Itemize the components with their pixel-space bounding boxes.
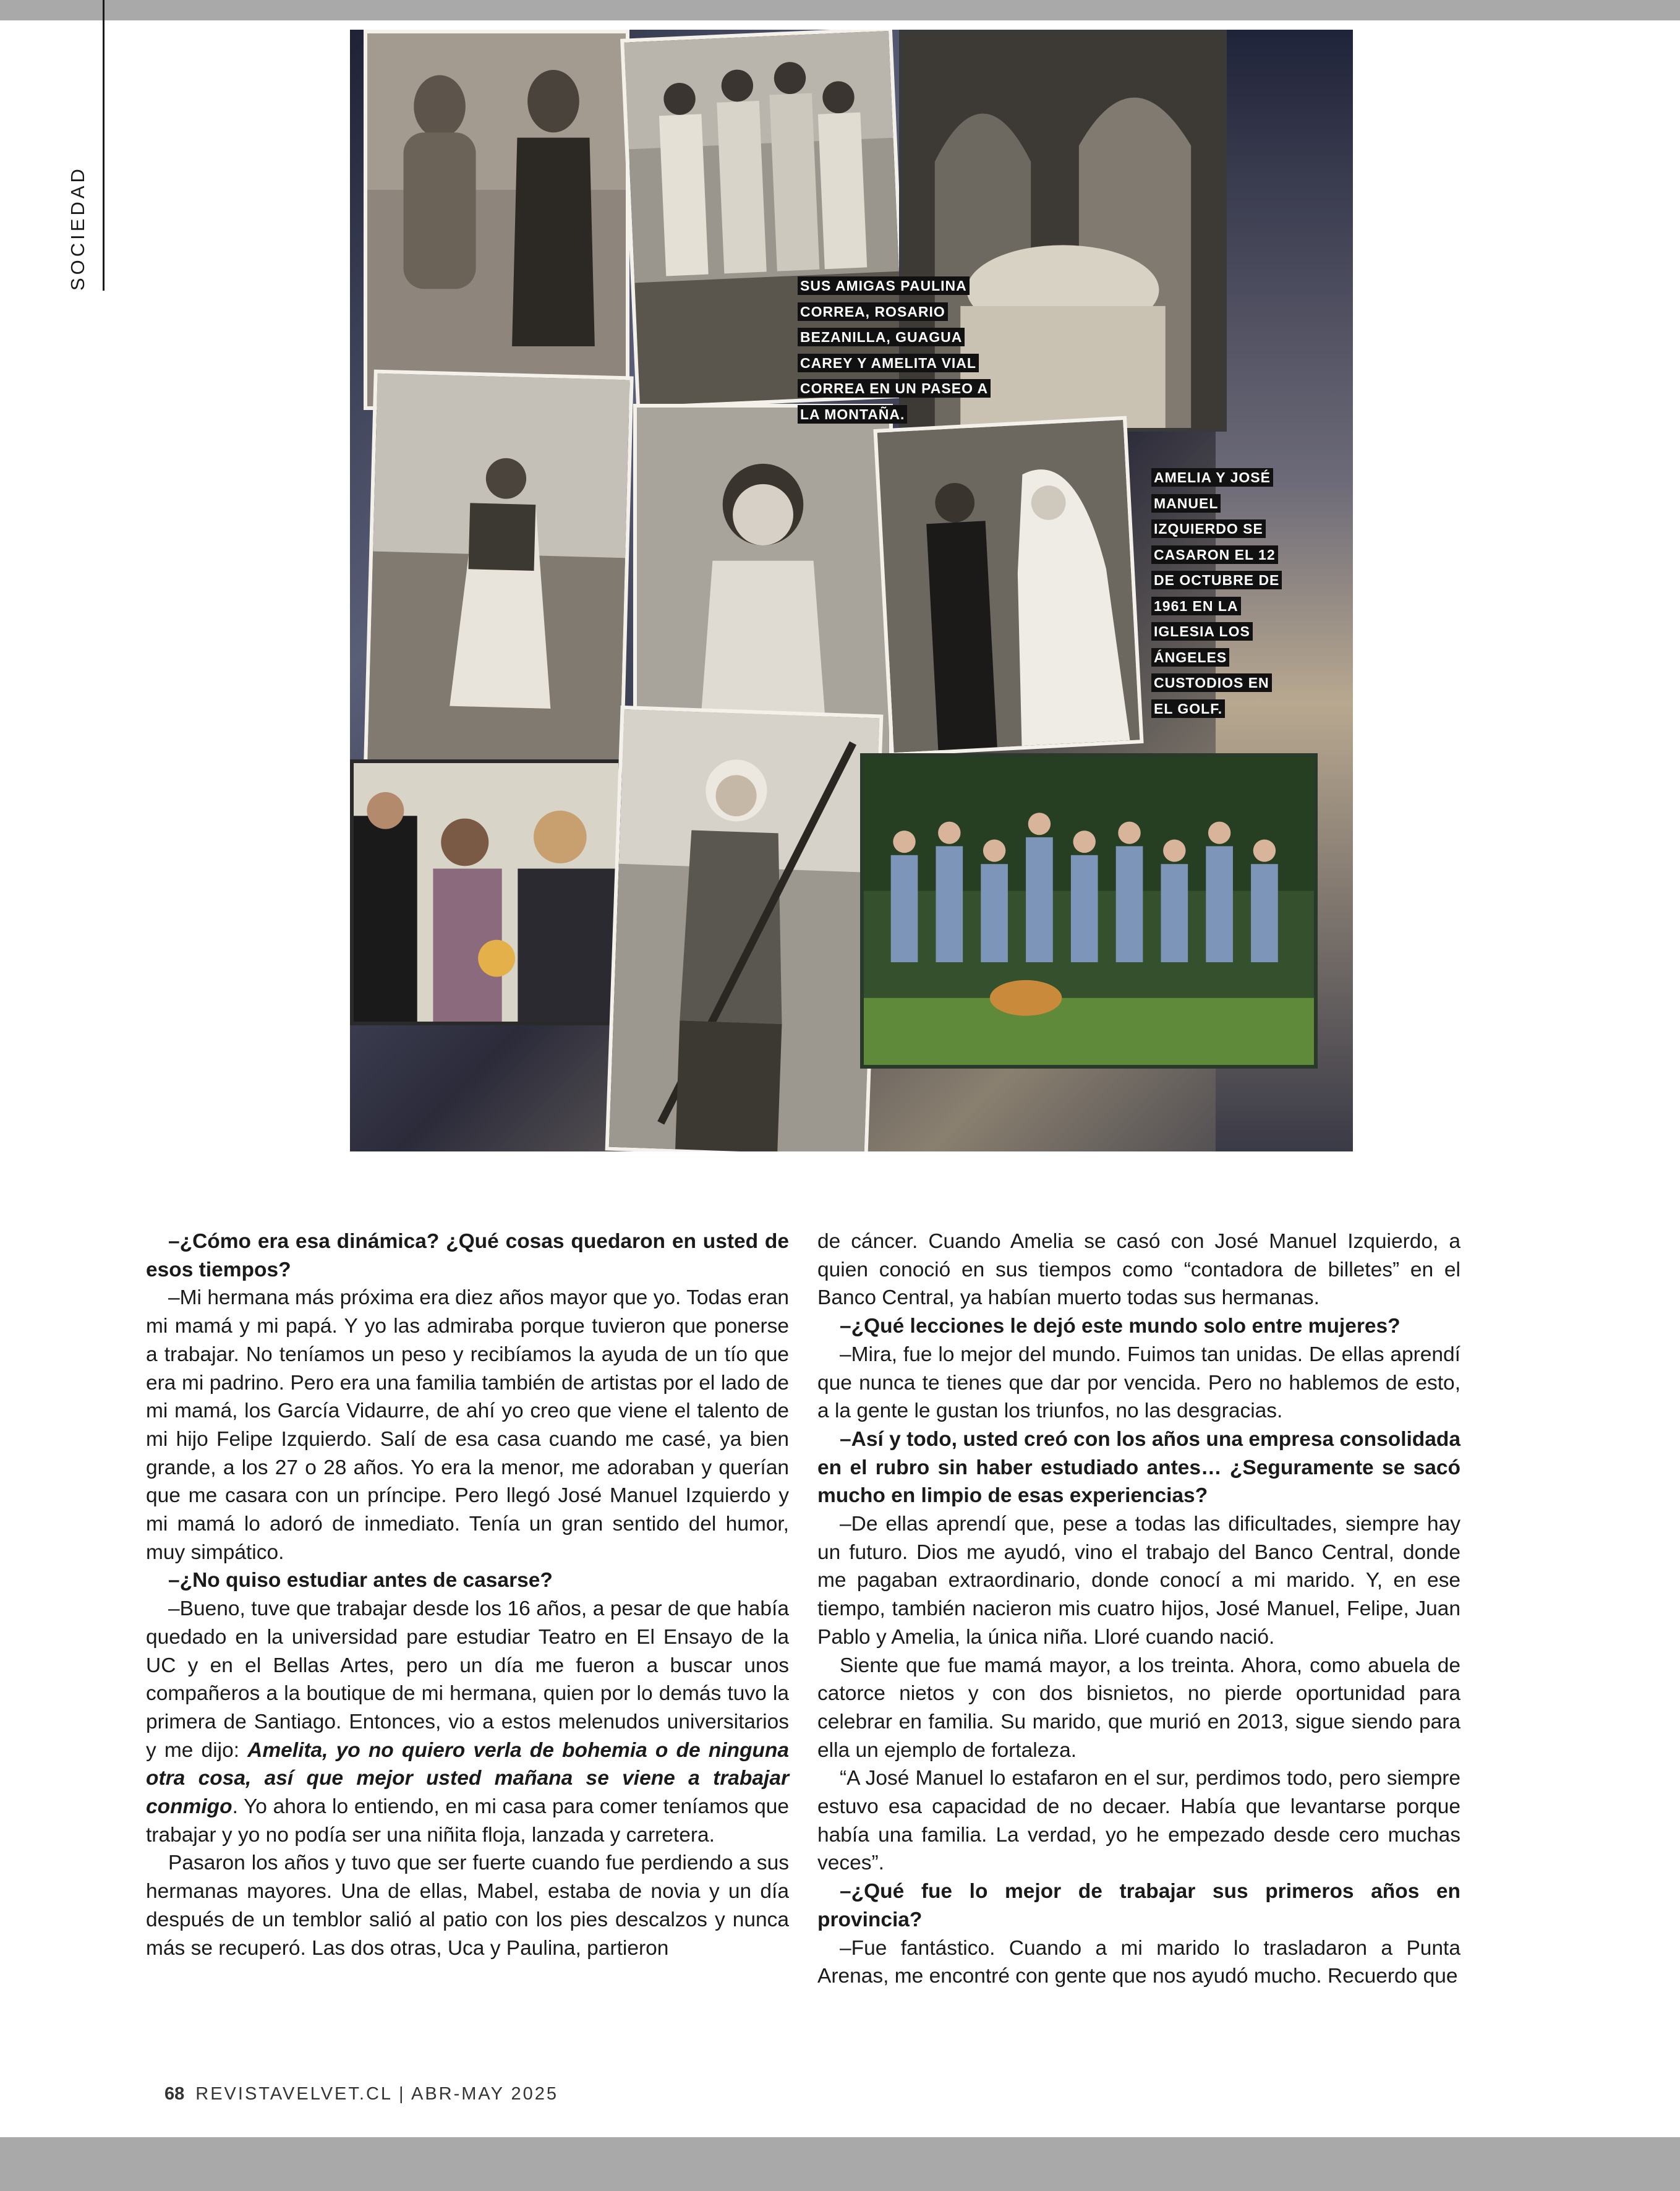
- photo-wedding: [873, 416, 1143, 757]
- page-number: 68: [164, 2084, 185, 2104]
- bottom-gray-band: [0, 2137, 1680, 2191]
- answer: –Fue fantástico. Cuando a mi marido lo trasladaron a Punta Arenas, me encontré con gente que nos ayudó mucho. Recuerdo que: [817, 1936, 1460, 1988]
- paragraph: Pasaron los años y tuvo que ser fuerte cuando fue perdiendo a sus hermanas mayores. Una de ellas, Mabel, estaba de novia y un día después de un temblor salió al patio con los pies descalzos y nunca más se recuperó. Las dos otras, Uca y Paulina, partieron: [146, 1851, 789, 1960]
- question: –Así y todo, usted creó con los años una empresa consolidada en el rubro sin haber estudiado antes… ¿Seguramente se sacó mucho en limpio de esas experiencias?: [817, 1427, 1460, 1508]
- question: –¿Qué lecciones le dejó este mundo solo entre mujeres?: [840, 1315, 1401, 1338]
- publication-info: REVISTAVELVET.CL | ABR-MAY 2025: [195, 2084, 559, 2104]
- page-footer: [164, 2084, 558, 2104]
- quote-italic: Amelita, yo no quiero verla de bohemia o de ninguna otra cosa, así que mejor usted mañana se viene a trabajar conmigo: [146, 1738, 789, 1819]
- paragraph: “A José Manuel lo estafaron en el sur, perdimos todo, pero siempre estuvo esa capacidad de no decaer. Había que levantarse porque había una familia. La verdad, yo he empezado desde cero muchas veces”.: [817, 1767, 1460, 1875]
- photo-family-group: [860, 753, 1318, 1069]
- section-rule: [103, 0, 104, 291]
- answer: –De ellas aprendí que, pese a todas las dificultades, siempre hay un futuro. Dios me ayudó, vino el trabajo del Banco Central, donde me pagaban extraordinario, donde conocí a mi marido. Y, en ese tiempo, también nacieron mis cuatro hijos, José Manuel, Felipe, Juan Pablo y Amelia, la única niña. Lloré cuando nació.: [817, 1513, 1460, 1649]
- photo-ceremony: [350, 759, 622, 1025]
- photo-woman-rocks: [363, 370, 633, 791]
- article-column-left: [146, 1228, 789, 1962]
- photo-collage: [350, 30, 1353, 1151]
- question: –¿Cómo era esa dinámica? ¿Qué cosas quedaron en usted de esos tiempos?: [146, 1230, 789, 1281]
- photo-skier: [605, 706, 884, 1151]
- answer: –Mi hermana más próxima era diez años mayor que yo. Todas eran mi mamá y mi papá. Y yo las admiraba porque tuvieron que ponerse a trabajar. No teníamos un peso y recibíamos la ayuda de un tío que era mi padrino. Pero era una familia también de artistas por el lado de mi mamá, los García Vidaurre, de ahí yo creo que viene el talento de mi hijo Felipe Izquierdo. Salí de esa casa cuando me casé, ya bien grande, a los 27 o 28 años. Yo era la menor, me adoraban y querían que me casara con un príncipe. Pero llegó José Manuel Izquierdo y mi mamá lo adoró de inmediato. Tenía un gran sentido del humor, muy simpático.: [146, 1286, 789, 1564]
- section-label: SOCIEDAD: [67, 166, 88, 291]
- paragraph: de cáncer. Cuando Amelia se casó con José Manuel Izquierdo, a quien conoció en sus tiempos como “contadora de billetes” en el Banco Central, ya habían muerto todas sus hermanas.: [817, 1230, 1460, 1310]
- question: –¿Qué fue lo mejor de trabajar sus primeros años en provincia?: [817, 1880, 1460, 1931]
- answer: –Mira, fue lo mejor del mundo. Fuimos tan unidas. De ellas aprendí que nunca te tienes que dar por vencida. Pero no hablemos de esto, a la gente le gustan los triunfos, no las desgracias.: [817, 1343, 1460, 1423]
- article-column-right: [817, 1228, 1460, 1991]
- caption-wedding: AMELIA Y JOSÉ MANUEL IZQUIERDO SE CASARON EL 12 DE OCTUBRE DE 1961 EN LA IGLESIA LOS ÁNGELES CUSTODIOS EN EL GOLF.: [1151, 465, 1287, 722]
- caption-friends: SUS AMIGAS PAULINA CORREA, ROSARIO BEZANILLA, GUAGUA CAREY Y AMELITA VIAL CORREA EN UN PASEO A LA MONTAÑA.: [798, 273, 996, 427]
- photo-couple-beach: [364, 30, 629, 410]
- question: –¿No quiso estudiar antes de casarse?: [168, 1569, 553, 1592]
- paragraph: Siente que fue mamá mayor, a los treinta. Ahora, como abuela de catorce nietos y con dos bisnietos, no pierde oportunidad para celebrar en familia. Su marido, que murió en 2013, sigue siendo para ella un ejemplo de fortaleza.: [817, 1654, 1460, 1762]
- top-gray-band: [0, 0, 1680, 20]
- answer: –Bueno, tuve que trabajar desde los 16 años, a pesar de que había quedado en la universidad pare estudiar Teatro en El Ensayo de la UC y en el Bellas Artes, pero un día me fueron a buscar unos compañeros a la boutique de mi hermana, quien por lo demás tuvo la primera de Santiago. Entonces, vio a estos melenudos universitarios y me dijo: Amelita, yo no quiero verla de bohemia o de ninguna otra cosa, así que mejor usted mañana se viene a trabajar conmigo. Yo ahora lo entiendo, en mi casa para comer teníamos que trabajar y yo no podía ser una niñita floja, lanzada y carretera.: [146, 1597, 789, 1847]
